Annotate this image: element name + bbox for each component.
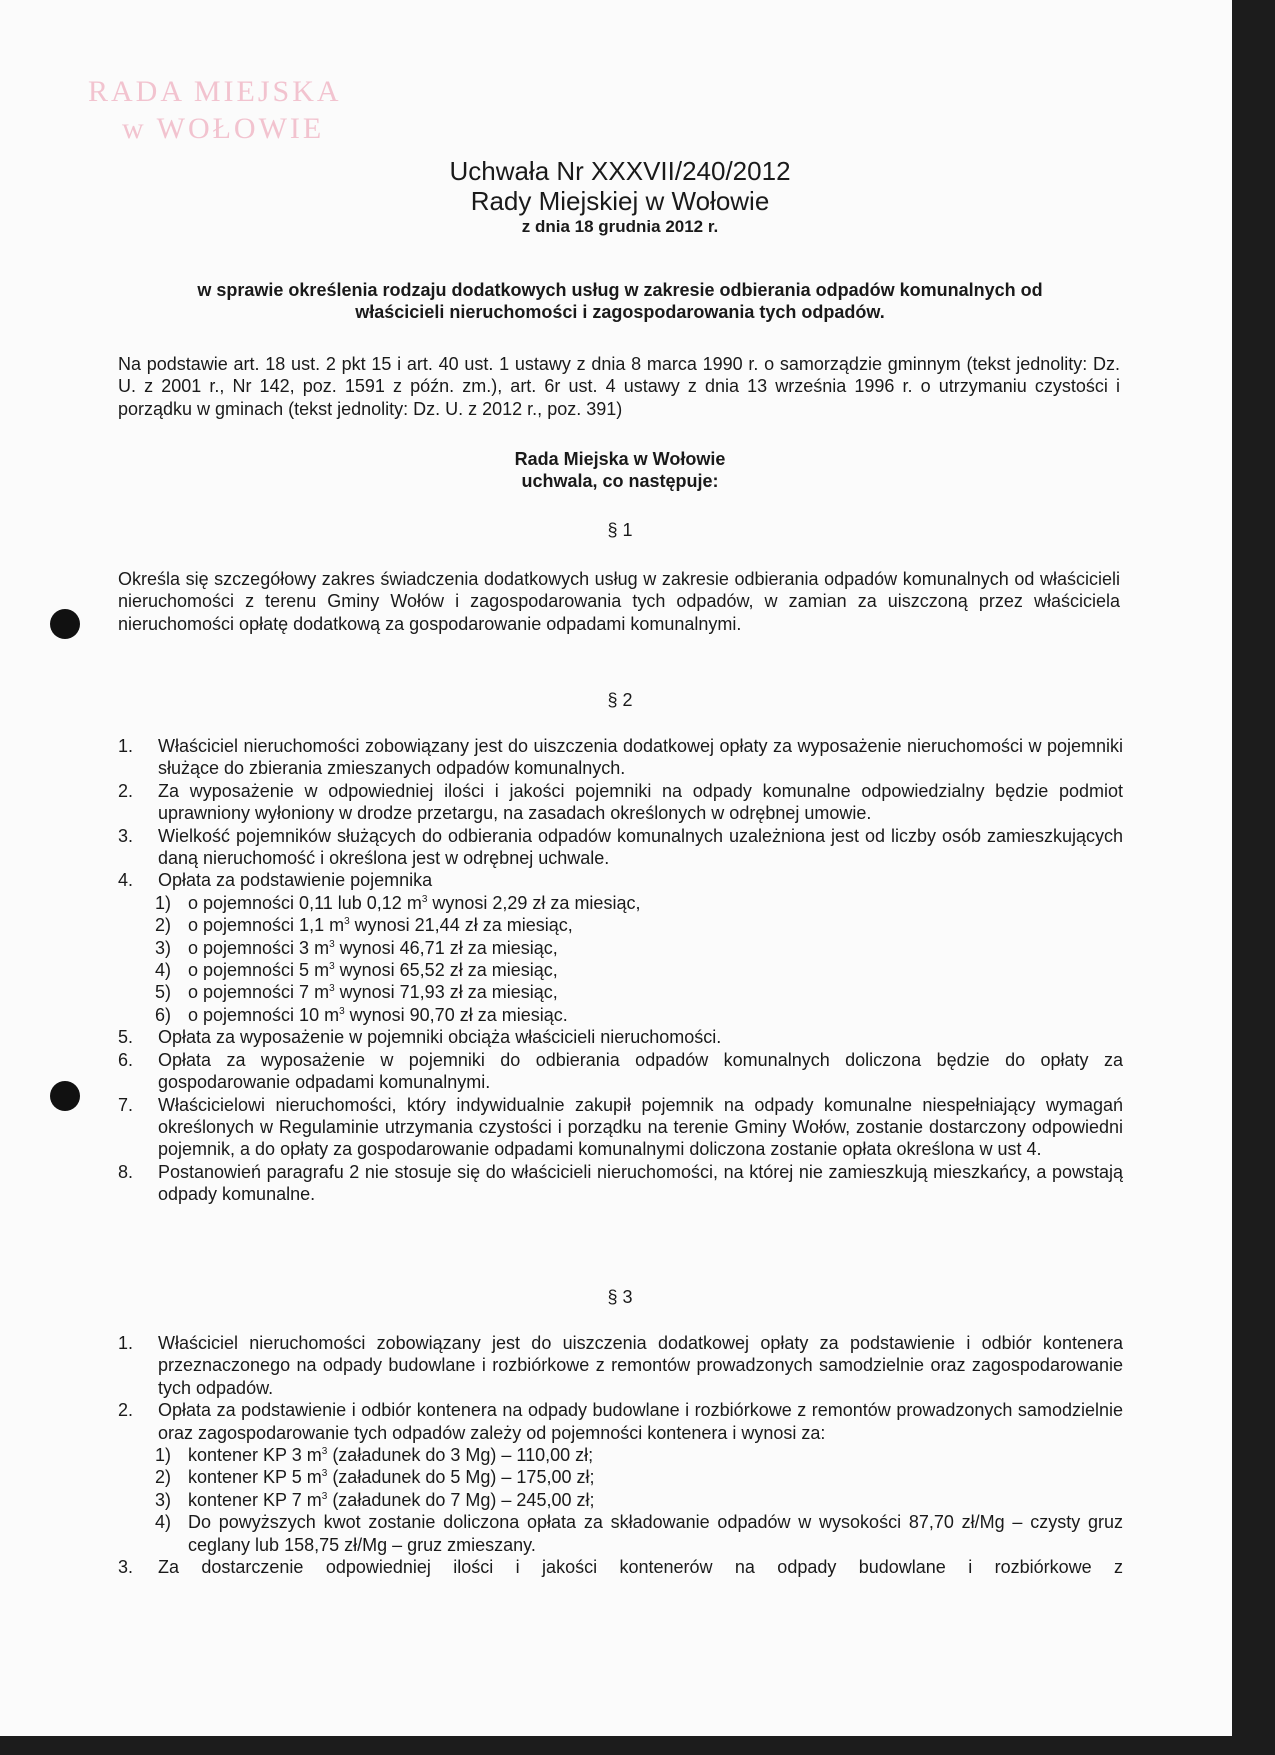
- binder-hole-bottom: [50, 1081, 80, 1111]
- list-item: 5. Opłata za wyposażenie w pojemniki obciąża właścicieli nieruchomości.: [118, 1027, 722, 1048]
- sub-item: 4) o pojemności 5 $m^3$ wynosi 65,52 zł za miesiąc,: [155, 960, 558, 981]
- sub-item: 2) o pojemności 1,1 $m^3$ wynosi 21,44 zł za miesiąc,: [155, 915, 573, 936]
- resolve-clause: [118, 448, 1122, 492]
- list-item: 1. Właściciel nieruchomości zobowiązany jest do uiszczenia dodatkowej opłaty za podstawienie i odbiór kontenera przeznaczonego na odpady budowlane i rozbiórkowe z remontów prowadzonych samodzielnie oraz zagospodarowanie tych odpadów.: [118, 1333, 1123, 1398]
- sub-item: 1) o pojemności 0,11 lub 0,12 $m^3$ wynosi 2,29 zł za miesiąc,: [155, 892, 641, 913]
- sub-item: 3) kontener KP 7 $m^3$ (załadunek do 7 Mg) – 245,00 zł;: [155, 1489, 595, 1510]
- sub-item: 3) o pojemności 3 $m^3$ wynosi 46,71 zł za miesiąc,: [155, 937, 558, 958]
- section-3-heading: § 3: [607, 1287, 633, 1307]
- sub-item: 4) Do powyższych kwot zostanie doliczona opłata za składowanie odpadów w wysokości 87,70 zł/Mg – czysty gruz ceglany lub 158,75 zł/Mg – gruz zmieszany.: [155, 1512, 1123, 1555]
- stamp-line-2: w WOŁOWIE: [122, 112, 325, 145]
- sub-item: 6) o pojemności 10 $m^3$ wynosi 90,70 zł za miesiąc.: [155, 1004, 568, 1025]
- sub-item: 1) kontener KP 3 $m^3$ (załadunek do 3 Mg) – 110,00 zł;: [155, 1445, 594, 1466]
- section-1-text: Określa się szczegółowy zakres świadczenia dodatkowych usług w zakresie odbierania odpadów komunalnych od właścicieli nieruchomości z terenu Gminy Wołów i zagospodarowania tych odpadów, w zamian za uiszczoną przez właściciela nieruchomości opłatę dodatkową za gospodarowanie odpadami komunalnymi.: [118, 569, 1120, 634]
- sub-item: 2) kontener KP 5 $m^3$ (załadunek do 5 Mg) – 175,00 zł;: [155, 1467, 595, 1488]
- resolution-date: z dnia 18 grudnia 2012 r.: [521, 217, 719, 236]
- stamp-line-1: RADA MIEJSKA: [88, 75, 342, 108]
- council-stamp: [88, 73, 342, 147]
- section-3-list: [118, 1332, 1123, 1578]
- list-item: 2. Opłata za podstawienie i odbiór kontenera na odpady budowlane i rozbiórkowe z remontów prowadzonych samodzielnie oraz zagospodarowanie tych odpadów zależy od pojemności kontenera i wynosi za:: [118, 1400, 1123, 1443]
- sub-item: 5) o pojemności 7 $m^3$ wynosi 71,93 zł za miesiąc,: [155, 982, 558, 1003]
- list-item: 8. Postanowień paragrafu 2 nie stosuje się do właścicieli nieruchomości, na której nie zamieszkują mieszkańcy, a powstają odpady komunalne.: [118, 1161, 1123, 1205]
- section-1-heading: § 1: [607, 520, 633, 540]
- subject-line-2: właścicieli nieruchomości i zagospodarowania tych odpadów.: [355, 302, 885, 322]
- resolution-header: [118, 156, 1122, 238]
- section-2-list: [118, 735, 1123, 1206]
- subject-line-1: w sprawie określenia rodzaju dodatkowych usług w zakresie odbierania odpadów komunalnych od: [197, 280, 1043, 300]
- list-item: 2. Za wyposażenie w odpowiedniej ilości i jakości pojemniki na odpady komunalne odpowiedzialny będzie podmiot uprawniony wyłoniony w drodze przetargu, na zasadach określonych w odrębnej umowie.: [118, 780, 1123, 824]
- resolve-line-1: Rada Miejska w Wołowie: [514, 449, 726, 469]
- list-item: 4. Opłata za podstawienie pojemnika: [118, 870, 433, 891]
- resolution-number: Uchwała Nr XXXVII/240/2012: [449, 156, 791, 186]
- legal-basis: Na podstawie art. 18 ust. 2 pkt 15 i art. 40 ust. 1 ustawy z dnia 8 marca 1990 r. o samorządzie gminnym (tekst jednolity: Dz. U. z 2001 r., Nr 142, poz. 1591 z późn. zm.), art. 6r ust. 4 ustawy z dnia 13 września 1996 r. o utrzymaniu czystości i porządku w gminach (tekst jednolity: Dz. U. z 2012 r., poz. 391): [118, 354, 1120, 419]
- binder-hole-top: [50, 609, 80, 639]
- list-item: 3. Za dostarczenie odpowiedniej ilości i jakości kontenerów na odpady budowlane i rozbiórkowe z: [118, 1557, 1123, 1578]
- list-item: 6. Opłata za wyposażenie w pojemniki do odbierania odpadów komunalnych doliczona będzie do opłaty za gospodarowanie odpadami komunalnymi.: [118, 1049, 1123, 1093]
- resolution-issuer: Rady Miejskiej w Wołowie: [470, 186, 770, 216]
- list-item: 7. Właścicielowi nieruchomości, który indywidualnie zakupił pojemnik na odpady komunalne niespełniający wymagań określonych w Regulaminie utrzymania czystości i porządku na terenie Gminy Wołów, zostanie dostarczony odpowiedni pojemnik, a do opłaty za gospodarowanie odpadami komunalnymi doliczona zostanie opłata określona w ust 4.: [118, 1094, 1123, 1160]
- section-2-heading: § 2: [607, 690, 633, 710]
- resolve-line-2: uchwala, co następuje:: [521, 471, 719, 491]
- list-item: 3. Wielkość pojemników służących do odbierania odpadów komunalnych uzależniona jest od liczby osób zamieszkujących daną nieruchomość i określona jest w odrębnej uchwale.: [118, 825, 1123, 869]
- list-item: 1. Właściciel nieruchomości zobowiązany jest do uiszczenia dodatkowej opłaty za wyposażenie nieruchomości w pojemniki służące do zbierania zmieszanych odpadów komunalnych.: [118, 736, 1123, 779]
- resolution-subject: [118, 279, 1122, 323]
